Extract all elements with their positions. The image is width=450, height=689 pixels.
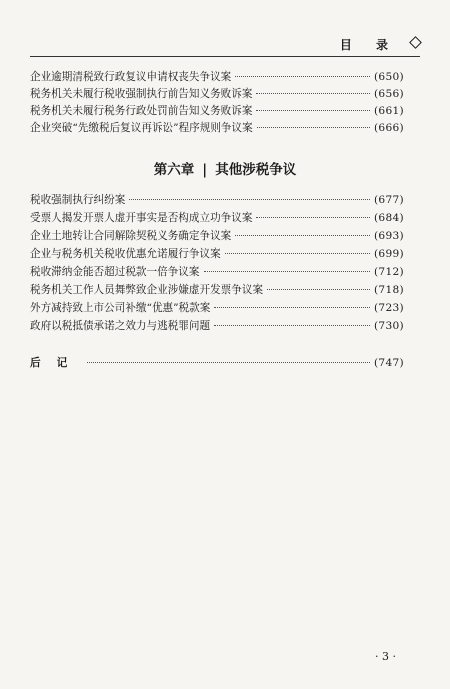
header-rule xyxy=(30,56,420,57)
toc-entry[interactable] xyxy=(30,264,404,282)
toc-entry[interactable] xyxy=(30,69,404,87)
chapter-heading[interactable] xyxy=(0,158,450,178)
dot-leader xyxy=(204,271,371,272)
dot-leader xyxy=(267,289,370,290)
dot-leader xyxy=(235,76,370,77)
toc-entry[interactable] xyxy=(30,210,404,228)
toc-entry-page: (661) xyxy=(374,105,404,117)
toc-entry-title: 企业逾期清税致行政复议申请权丧失争议案 xyxy=(30,71,232,83)
toc-entry-page: (650) xyxy=(374,71,404,83)
toc-entry-title: 税收滞纳金能否超过税款一倍争议案 xyxy=(30,266,200,278)
running-header xyxy=(0,28,450,58)
dot-leader xyxy=(256,217,370,218)
toc-entry-title: 企业与税务机关税收优惠允诺履行争议案 xyxy=(30,248,221,260)
toc-entry-page: (684) xyxy=(374,212,404,224)
toc-entry-page: (666) xyxy=(374,122,404,134)
dot-leader xyxy=(256,110,370,111)
dot-leader xyxy=(87,362,370,363)
toc-entry[interactable] xyxy=(30,318,404,336)
toc-entry-title: 政府以税抵债承诺之效力与逃税罪问题 xyxy=(30,320,211,332)
dot-leader xyxy=(235,235,370,236)
toc-entry-title: 企业土地转让合同解除契税义务确定争议案 xyxy=(30,230,232,242)
toc-entry-title: 外方减持致上市公司补缴“优惠”税款案 xyxy=(30,302,211,314)
dot-leader xyxy=(214,307,370,308)
toc-entry[interactable] xyxy=(30,246,404,264)
toc-entry[interactable] xyxy=(30,300,404,318)
toc-entry-page: (693) xyxy=(374,230,404,242)
dot-leader xyxy=(214,325,370,326)
toc-entry-page: (718) xyxy=(374,284,404,296)
toc-entry[interactable] xyxy=(30,228,404,246)
toc-entry-afterword[interactable] xyxy=(30,355,404,373)
toc-entry-page: (656) xyxy=(374,88,404,100)
dot-leader xyxy=(256,93,370,94)
toc-entry-title: 税务机关未履行税务行政处罚前告知义务败诉案 xyxy=(30,105,253,117)
chapter-number: 第六章 xyxy=(153,162,195,178)
afterword-title: 后记 xyxy=(30,357,84,369)
toc-entry-page: (730) xyxy=(374,320,404,332)
dot-leader xyxy=(225,253,370,254)
dot-leader xyxy=(129,199,370,200)
afterword-page: (747) xyxy=(374,357,404,369)
toc-entry[interactable] xyxy=(30,120,404,138)
toc-entry[interactable] xyxy=(30,86,404,104)
toc-entry-page: (712) xyxy=(374,266,404,278)
page-number: · 3 · xyxy=(375,650,396,663)
toc-entry-title: 税务机关未履行税收强制执行前告知义务败诉案 xyxy=(30,88,253,100)
diamond-outline-icon xyxy=(409,36,422,49)
chapter-separator: | xyxy=(202,162,208,178)
toc-entry-page: (699) xyxy=(374,248,404,260)
dot-leader xyxy=(257,127,370,128)
toc-entry[interactable] xyxy=(30,192,404,210)
chapter-title: 其他涉税争议 xyxy=(215,162,297,178)
toc-entry-title: 税务机关工作人员舞弊致企业涉嫌虚开发票争议案 xyxy=(30,284,264,296)
toc-entry-page: (723) xyxy=(374,302,404,314)
toc-entry-title: 税收强制执行纠纷案 xyxy=(30,194,126,206)
header-title: 目 录 xyxy=(339,38,398,52)
toc-entry-title: 受票人揭发开票人虚开事实是否构成立功争议案 xyxy=(30,212,253,224)
toc-entry[interactable] xyxy=(30,282,404,300)
toc-entry-page: (677) xyxy=(374,194,404,206)
toc-entry-title: 企业突破“先缴税后复议再诉讼”程序规则争议案 xyxy=(30,122,253,134)
toc-entry[interactable] xyxy=(30,103,404,121)
